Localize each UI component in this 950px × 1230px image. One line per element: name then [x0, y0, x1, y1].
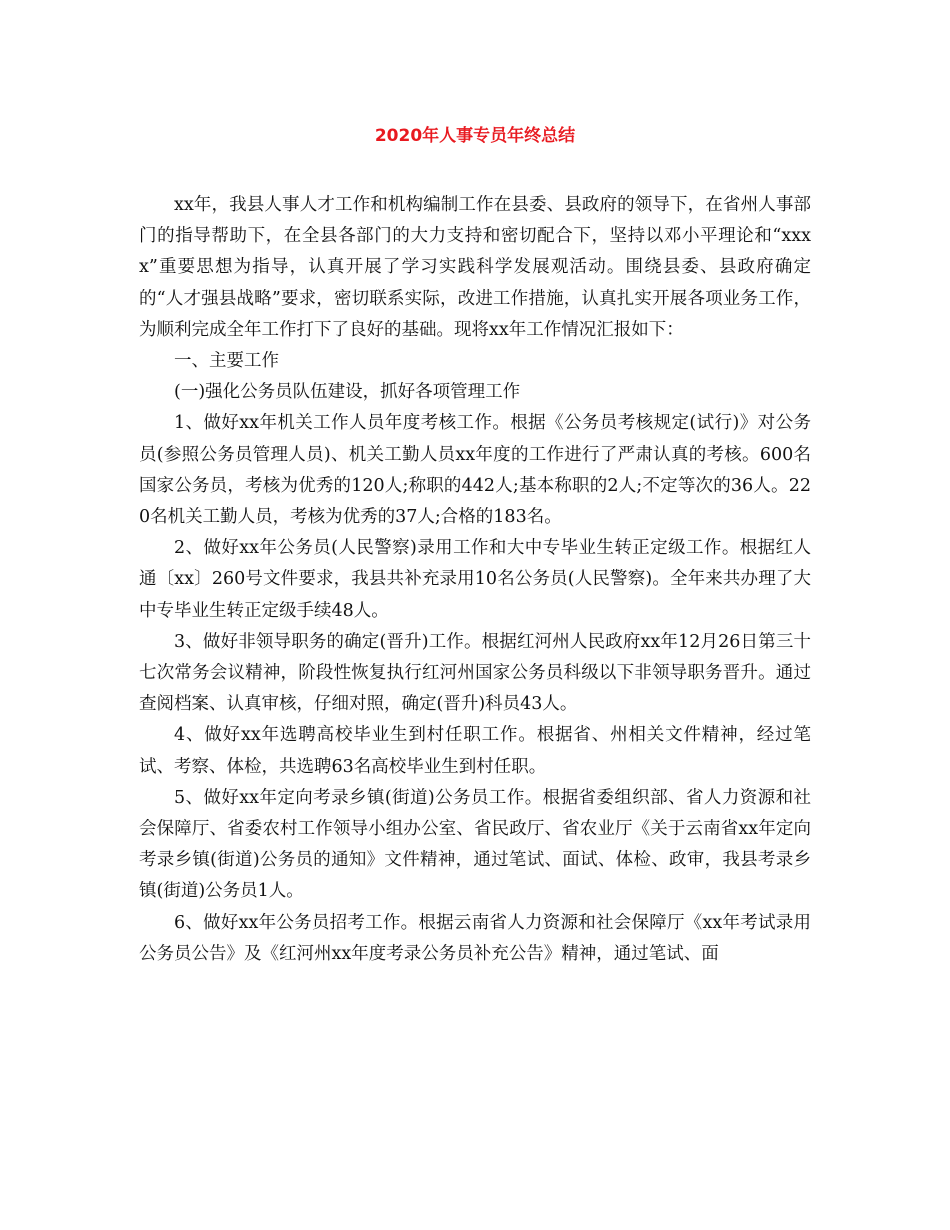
document-body — [139, 190, 811, 970]
subsection-heading: (一)强化公务员队伍建设，抓好各项管理工作 — [174, 382, 521, 403]
paragraph-item-5: 5、做好xx年定向考录乡镇(街道)公务员工作。根据省委组织部、省人力资源和社会保障厅、省委农村工作领导小组办公室、省民政厅、省农业厅《关于云南省xx年定向考录乡镇(街道)公务员的通知》文件精神，通过笔试、面试、体检、政审，我县考录乡镇(街道)公务员1人。 — [139, 787, 811, 902]
document-title: 2020年人事专员年终总结 — [374, 126, 576, 146]
paragraph-item-4: 4、做好xx年选聘高校毕业生到村任职工作。根据省、州相关文件精神，经过笔试、考察、体检，共选聘63名高校毕业生到村任职。 — [139, 725, 811, 777]
paragraph-item-6: 6、做好xx年公务员招考工作。根据云南省人力资源和社会保障厅《xx年考试录用公务员公告》及《红河州xx年度考录公务员补充公告》精神，通过笔试、面 — [139, 912, 811, 964]
section-heading-main-work: 一、主要工作 — [174, 351, 279, 372]
paragraph-item-3: 3、做好非领导职务的确定(晋升)工作。根据红河州人民政府xx年12月26日第三十七次常务会议精神，阶段性恢复执行红河州国家公务员科级以下非领导职务晋升。通过查阅档案、认真审核，仔细对照，确定(晋升)科员43人。 — [139, 631, 811, 715]
paragraph-intro: xx年，我县人事人才工作和机构编制工作在县委、县政府的领导下，在省州人事部门的指导帮助下，在全县各部门的大力支持和密切配合下，坚持以邓小平理论和“xxxx”重要思想为指导，认真开展了学习实践科学发展观活动。围绕县委、县政府确定的“人才强县战略”要求，密切联系实际，改进工作措施，认真扎实开展各项业务工作，为顺利完成全年工作打下了良好的基础。现将xx年工作情况汇报如下： — [139, 195, 811, 340]
paragraph-item-1: 1、做好xx年机关工作人员年度考核工作。根据《公务员考核规定(试行)》对公务员(参照公务员管理人员)、机关工勤人员xx年度的工作进行了严肃认真的考核。600名国家公务员，考核为优秀的120人;称职的442人;基本称职的2人;不定等次的36人。220名机关工勤人员，考核为优秀的37人;合格的183名。 — [139, 413, 811, 528]
paragraph-item-2: 2、做好xx年公务员(人民警察)录用工作和大中专毕业生转正定级工作。根据红人通〔xx〕260号文件要求，我县共补充录用10名公务员(人民警察)。全年来共办理了大中专毕业生转正定级手续48人。 — [139, 538, 811, 621]
